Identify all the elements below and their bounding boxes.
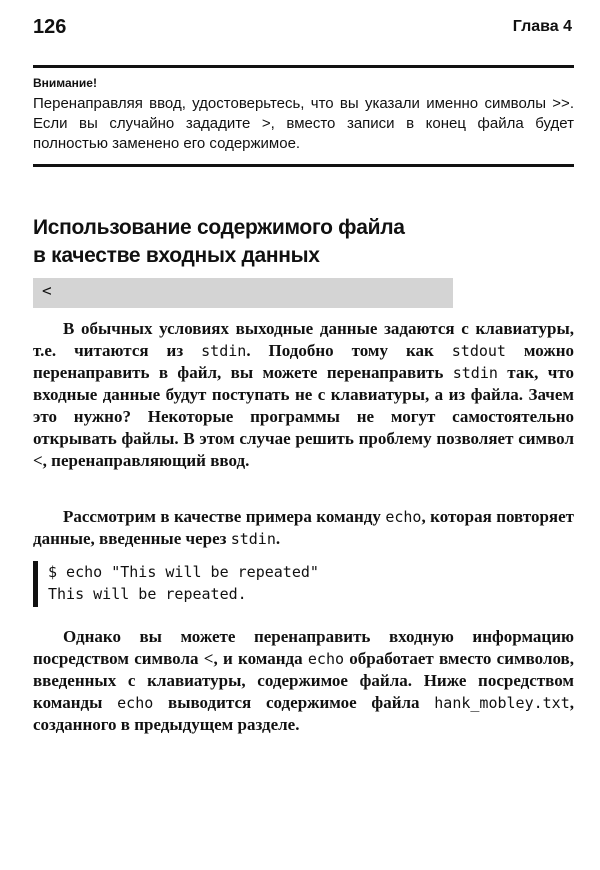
p2-code-echo: echo bbox=[385, 508, 422, 526]
p1-code-stdin: stdin bbox=[201, 342, 247, 360]
section-heading bbox=[33, 214, 574, 270]
p1-text-1: В обычных условиях выходные данные задаются с клавиатуры, т.е. читаются из bbox=[33, 319, 574, 360]
page-header bbox=[33, 16, 572, 40]
syntax-bar: < bbox=[33, 278, 453, 308]
p3-code-echo: echo bbox=[307, 650, 345, 668]
p1-code-stdout: stdout bbox=[451, 342, 506, 360]
p3-code-echo-2: echo bbox=[117, 694, 154, 712]
p3-code-filename: hank_mobley.txt bbox=[434, 694, 570, 712]
chapter-label: Глава 4 bbox=[512, 18, 572, 35]
p1-code-stdin-2: stdin bbox=[452, 364, 498, 382]
p2-text-2: , которая повторяет данные, введенные через bbox=[33, 507, 574, 548]
body-paragraph-3 bbox=[33, 626, 574, 736]
p2-text-1: Рассмотрим в качестве примера команду bbox=[63, 507, 386, 526]
p1-text-4: так, что входные данные будут поступать не с клавиатуры, а из файла. Зачем это нужно? Некоторые программы не могут самостоятельно открывать файлы. В этом случае решить проблему позволяет символ <, перенаправляющий ввод. bbox=[33, 363, 574, 470]
section-heading-line1: Использование содержимого файла bbox=[33, 216, 405, 239]
warning-text: Перенаправляя ввод, удостоверьтесь, что вы указали именно символы >>. Если вы случайно зададите >, вместо записи в конец файла будет полностью заменено его содержимое. bbox=[33, 95, 574, 152]
p2-code-stdin: stdin bbox=[230, 530, 276, 548]
p3-text-2: обработает вместо символов, введенных с клавиатуры, содержимое файла. Ниже посредством команды bbox=[33, 649, 574, 712]
body-paragraph-1 bbox=[33, 318, 574, 472]
warning-box bbox=[33, 65, 574, 167]
code-line-1: $ echo "This will be repeated" bbox=[48, 563, 319, 581]
code-block bbox=[33, 561, 574, 607]
p3-text-1: Однако вы можете перенаправить входную информацию посредством символа <, и команда bbox=[33, 627, 574, 668]
p1-text-2: . Подобно тому как bbox=[246, 341, 452, 360]
body-paragraph-2 bbox=[33, 506, 574, 550]
p2-text-3: . bbox=[275, 529, 281, 548]
p3-text-4: , созданного в предыдущем разделе. bbox=[33, 693, 574, 734]
p1-text-3: можно перенаправить в файл, вы можете перенаправить bbox=[33, 341, 574, 382]
code-line-2: This will be repeated. bbox=[48, 585, 247, 603]
section-heading-line2: в качестве входных данных bbox=[33, 244, 320, 267]
warning-title: Внимание! bbox=[33, 76, 97, 90]
p3-text-3: выводится содержимое файла bbox=[153, 693, 435, 712]
page-number: 126 bbox=[33, 16, 67, 38]
